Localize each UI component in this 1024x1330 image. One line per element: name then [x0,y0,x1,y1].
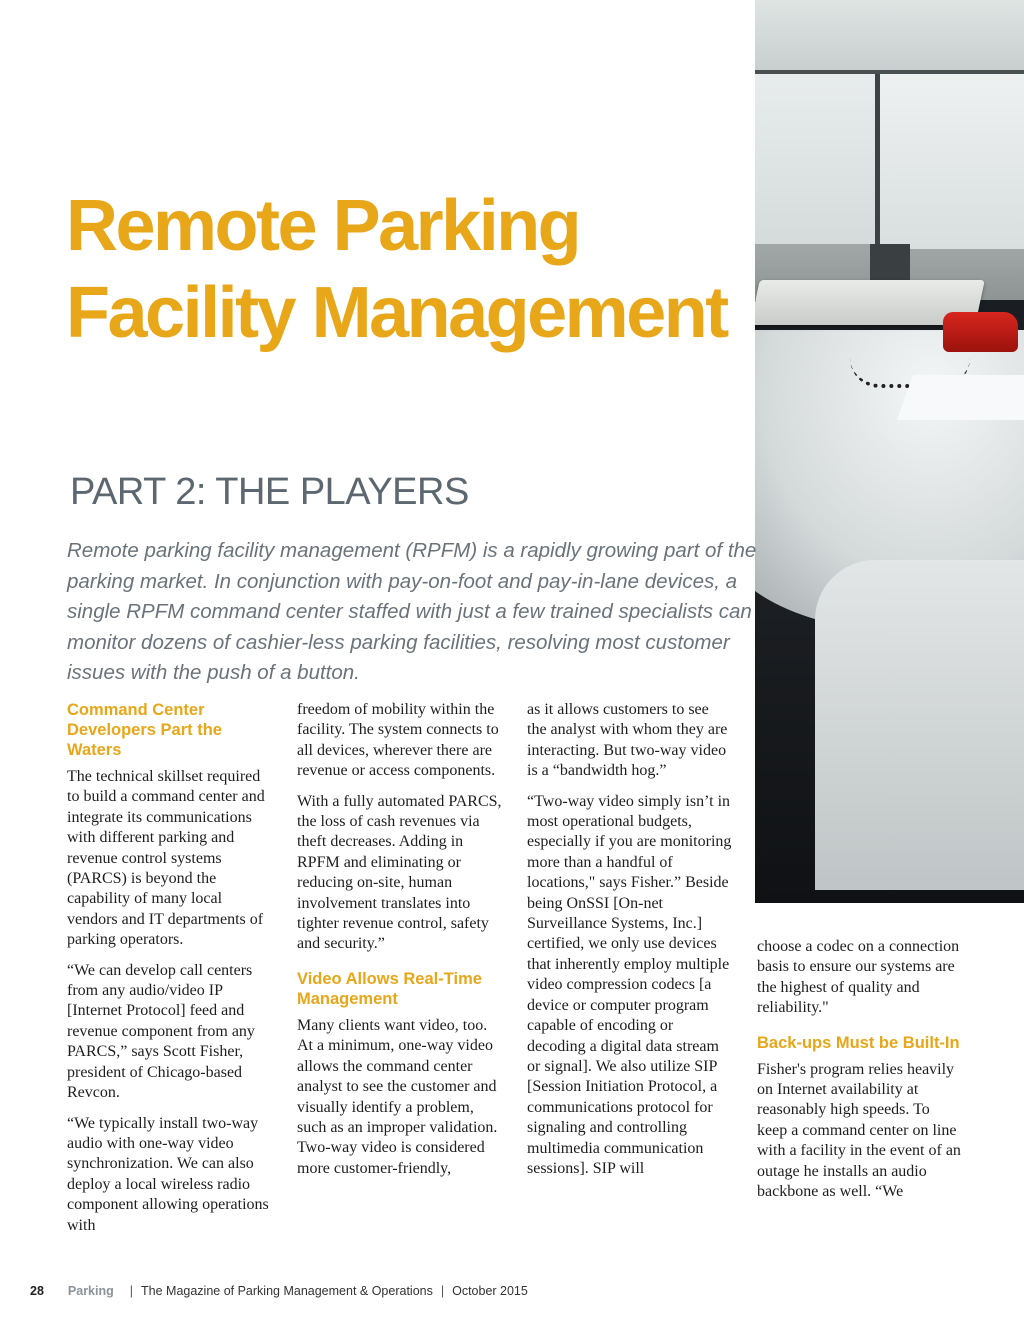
paragraph: choose a codec on a connection basis to ensure our systems are the highest of quality and reliability." [757,938,960,1017]
body-column-3 [527,700,732,1189]
footer-separator: | [440,1284,445,1298]
article-title: Remote Parking Facility Management [66,186,727,353]
paragraph: The technical skillset required to build a command center and integrate its communications with different parking and revenue control systems (PARCS) is beyond the capability of many local vendors and IT departments of parking operators. [67,768,265,949]
article-subtitle: PART 2: THE PLAYERS [70,471,469,513]
monitor-left [755,74,880,244]
monitor-top [755,0,1024,74]
issue-date: October 2015 [452,1284,528,1298]
red-telephone [943,312,1018,352]
article-intro: Remote parking facility management (RPFM) is a rapidly growing part of the parking market. In conjunction with pay-on-foot and pay-in-lane devices, a single RPFM command center staffed with just a few trained specialists can monitor dozens of cashier-less parking facilities, resolving most customer issues with the push of a button. [67,539,757,684]
command-center-photo [755,0,1024,903]
section-heading: Back-ups Must be Built-In [757,1033,960,1052]
page-footer [30,1281,528,1301]
publication-name: The Magazine of Parking Management & Operations [141,1284,433,1298]
desk-cabinet [815,560,1024,890]
paragraph: Fisher's program relies heavily on Internet availability at reasonably high speeds. To keep a command center on line with a facility in the event of an outage he installs an audio backbone as well. “We [757,1060,961,1201]
paragraph: “We typically install two-way audio with one-way video synchronization. We can also deploy a local wireless radio component allowing operations with [67,1114,269,1234]
monitor-right [880,74,1024,249]
paragraph: as it allows customers to see the analyst with whom they are interacting. But two-way video is a “bandwidth hog.” [527,701,728,780]
section-heading: Video Allows Real-Time Management [297,969,482,1008]
paragraph: Many clients want video, too. At a minimum, one-way video allows the command center analyst to see the customer and visually identify a problem, such as an improper validation. Two-way video is considered more customer-friendly, [297,1016,498,1177]
paragraph: “We can develop call centers from any audio/video IP [Internet Protocol] feed and revenue component from any PARCS,” says Scott Fisher, president of Chicago-based Revcon. [67,961,255,1102]
body-column-1 [67,700,272,1246]
footer-separator: | [129,1284,134,1298]
body-column-2 [297,700,502,1189]
section-heading: Command Center Developers Part the Waters [67,701,222,759]
paragraph: With a fully automated PARCS, the loss of cash revenues via theft decreases. Adding in RPFM and eliminating or reducing on-site, human involvement translates into tighter revenue control, safety and security.” [297,792,502,953]
magazine-brand: Parking [67,1284,114,1298]
paragraph: “Two-way video simply isn’t in most operational budgets, especially if you are monitoring more than a handful of locations," says Fisher.” Beside being OnSSI [On-net Surveillance Systems, Inc.] certified, we only use devices that inherently employ multiple video compression codecs [a device or computer program capable of encoding or decoding a digital data stream or signal]. We also utilize SIP [Session Initiation Protocol, a communications protocol for signaling and controlling multimedia communication sessions]. SIP will [527,792,732,1177]
body-column-4 [757,937,962,1212]
paragraph: freedom of mobility within the facility. The system connects to all devices, wherever there are revenue or access components. [297,701,499,780]
page-number: 28 [30,1284,44,1298]
